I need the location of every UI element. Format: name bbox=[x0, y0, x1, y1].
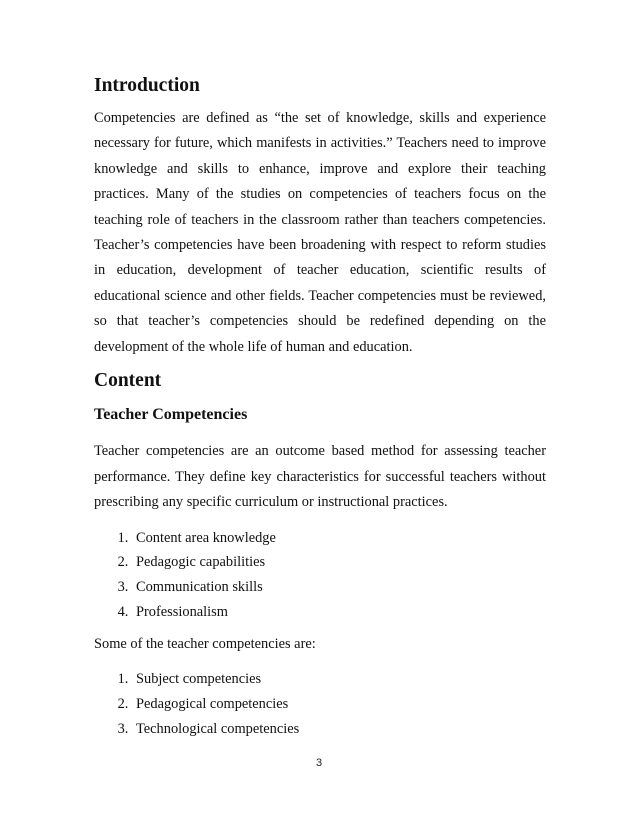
introduction-heading: Introduction bbox=[94, 75, 200, 96]
list-item: 1. Subject competencies bbox=[132, 667, 546, 692]
list-item: 1. Content area knowledge bbox=[132, 526, 546, 551]
list-item: 4. Professionalism bbox=[132, 600, 546, 625]
list-item: 3. Communication skills bbox=[132, 575, 546, 600]
list-item: 2. Pedagogic capabilities bbox=[132, 550, 546, 575]
content-heading: Content bbox=[94, 370, 162, 392]
list-item: 3. Technological competencies bbox=[132, 717, 546, 742]
teacher-competencies-paragraph: Teacher competencies are an outcome based method for assessing teacher performance. They define key characteristics for successful teachers without prescribing any specific curriculum or instructional practices. bbox=[94, 443, 546, 511]
lead-in-text: Some of the teacher competencies are: bbox=[94, 635, 316, 652]
introduction-paragraph: Competencies are defined as “the set of knowledge, skills and experience necessary for future, which manifests in activities.” Teachers need to improve knowledge and skills to enhance, improve and explore their teaching practices. Many of the studies on competencies of teachers focus on the teaching role of teachers in the classroom rather than teachers competencies. Teacher’s competencies have been broadening with respect to reform studies in education, development of teacher education, scientific results of educational science and other fields. Teacher competencies must be reviewed, so that teacher’s competencies should be redefined depending on the development of the whole life of human and education. bbox=[94, 110, 546, 355]
page-number: 3 bbox=[315, 757, 323, 769]
teacher-competencies-list bbox=[94, 667, 546, 741]
teacher-competencies-subheading: Teacher Competencies bbox=[94, 406, 248, 424]
list-item: 2. Pedagogical competencies bbox=[132, 692, 546, 717]
competency-areas-list bbox=[94, 526, 546, 625]
